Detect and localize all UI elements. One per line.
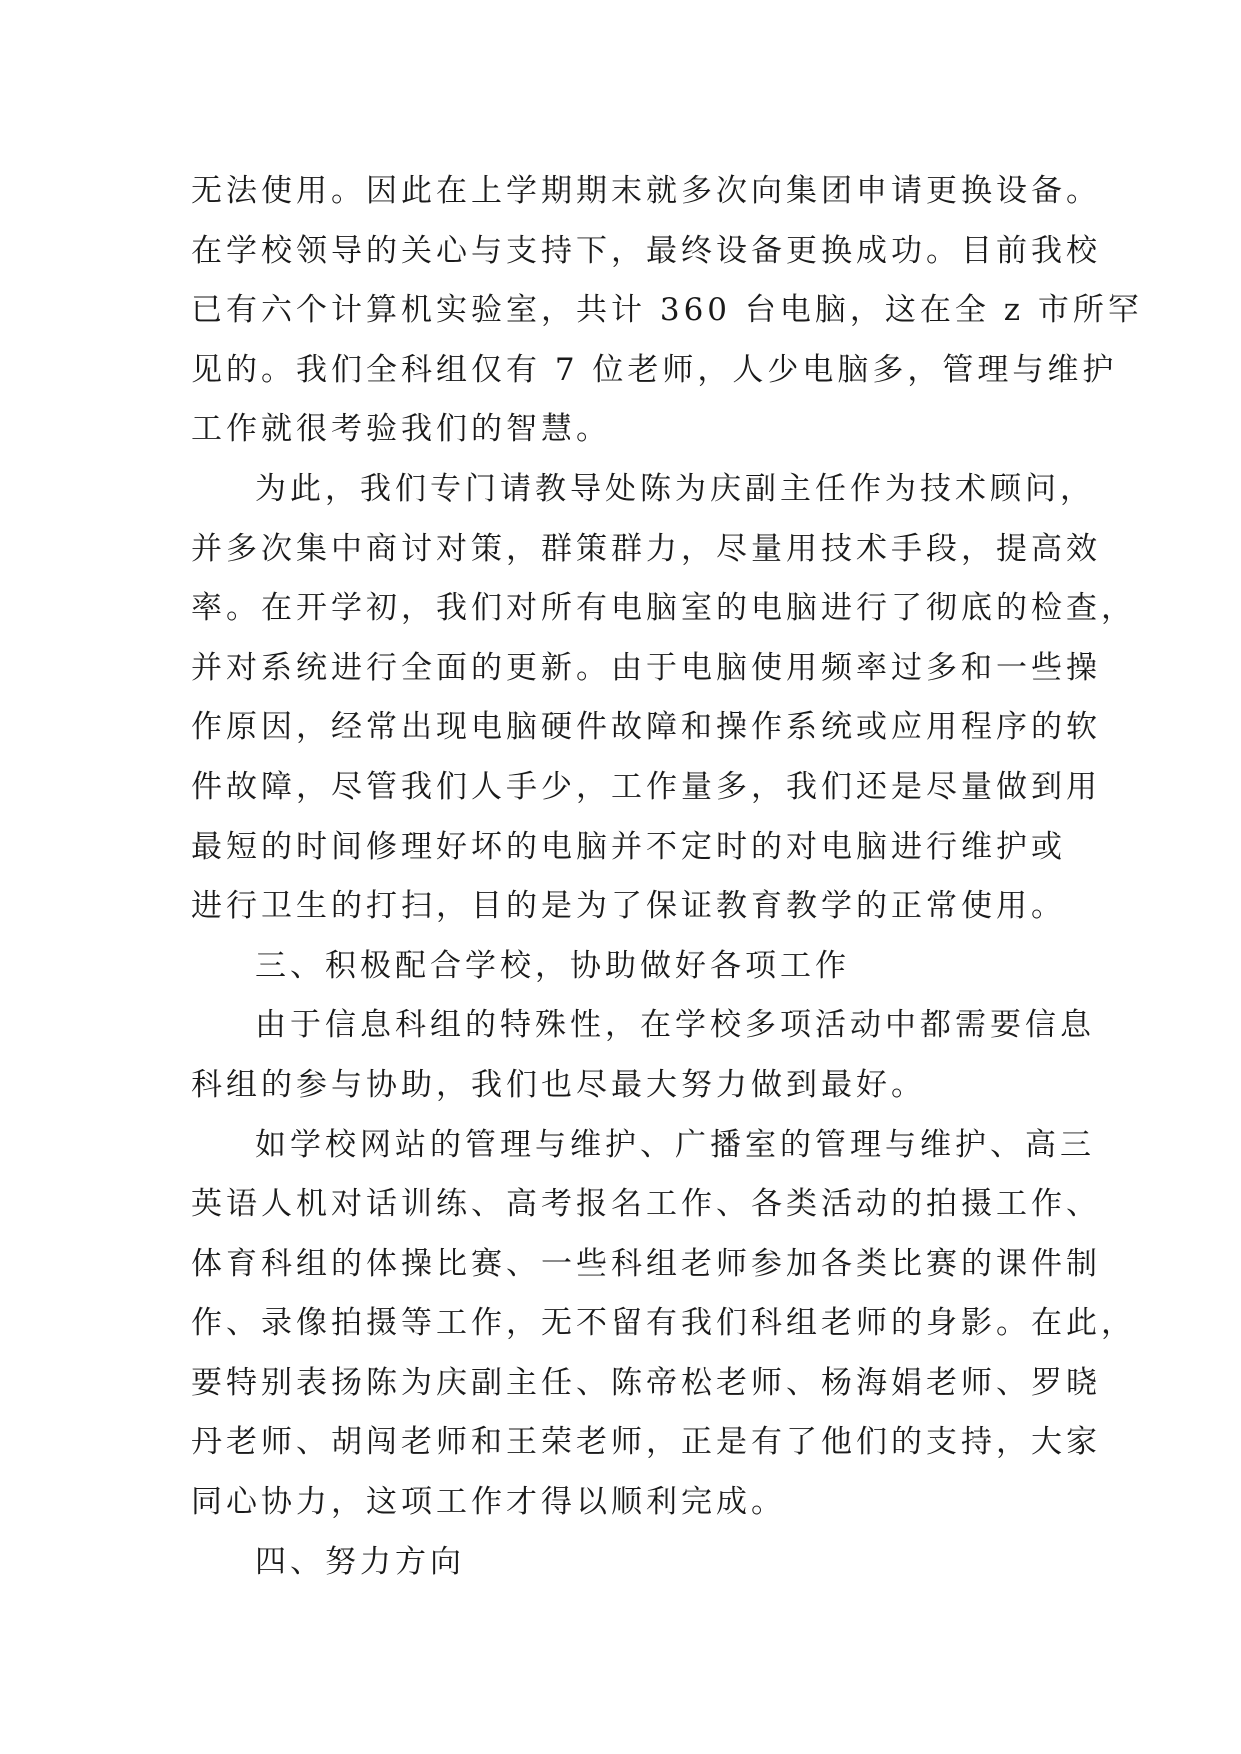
section-heading: 四、努力方向 <box>255 1543 465 1580</box>
text-line: 如学校网站的管理与维护、广播室的管理与维护、高三 <box>255 1126 1095 1163</box>
text-line: 英语人机对话训练、高考报名工作、各类活动的拍摄工作、 <box>191 1186 1101 1223</box>
text-line: 并对系统进行全面的更新。由于电脑使用频率过多和一些操 <box>191 649 1101 686</box>
text-line: 在学校领导的关心与支持下，最终设备更换成功。目前我校 <box>191 232 1101 269</box>
text-line: 进行卫生的打扫，目的是为了保证教育教学的正常使用。 <box>191 888 1066 925</box>
text-line: 工作就很考验我们的智慧。 <box>191 411 611 448</box>
text-line: 同心协力，这项工作才得以顺利完成。 <box>191 1484 786 1521</box>
body-text <box>191 162 1143 1592</box>
text-line: 作、录像拍摄等工作，无不留有我们科组老师的身影。在此， <box>191 1305 1136 1342</box>
text-line: 并多次集中商讨对策，群策群力，尽量用技术手段，提高效 <box>191 530 1101 567</box>
text-line: 要特别表扬陈为庆副主任、陈帝松老师、杨海娟老师、罗晓 <box>191 1364 1101 1401</box>
text-line: 体育科组的体操比赛、一些科组老师参加各类比赛的课件制 <box>191 1245 1101 1282</box>
text-line: 为此，我们专门请教导处陈为庆副主任作为技术顾问， <box>255 470 1095 507</box>
text-line: 丹老师、胡闯老师和王荣老师，正是有了他们的支持，大家 <box>191 1424 1101 1461</box>
text-line: 科组的参与协助，我们也尽最大努力做到最好。 <box>191 1066 926 1103</box>
text-line: 率。在开学初，我们对所有电脑室的电脑进行了彻底的检查， <box>191 590 1136 627</box>
text-line: 最短的时间修理好坏的电脑并不定时的对电脑进行维护或 <box>191 828 1066 865</box>
text-line: 无法使用。因此在上学期期末就多次向集团申请更换设备。 <box>191 173 1101 209</box>
text-line: 作原因，经常出现电脑硬件故障和操作系统或应用程序的软 <box>191 709 1101 746</box>
section-heading: 三、积极配合学校，协助做好各项工作 <box>255 947 850 984</box>
text-line: 由于信息科组的特殊性，在学校多项活动中都需要信息 <box>255 1007 1095 1044</box>
text-line: 见的。我们全科组仅有 7 位老师，人少电脑多，管理与维护 <box>191 351 1118 388</box>
text-line: 件故障，尽管我们人手少，工作量多，我们还是尽量做到用 <box>191 768 1101 805</box>
text-line: 已有六个计算机实验室，共计 360 台电脑，这在全 z 市所罕 <box>191 292 1143 329</box>
